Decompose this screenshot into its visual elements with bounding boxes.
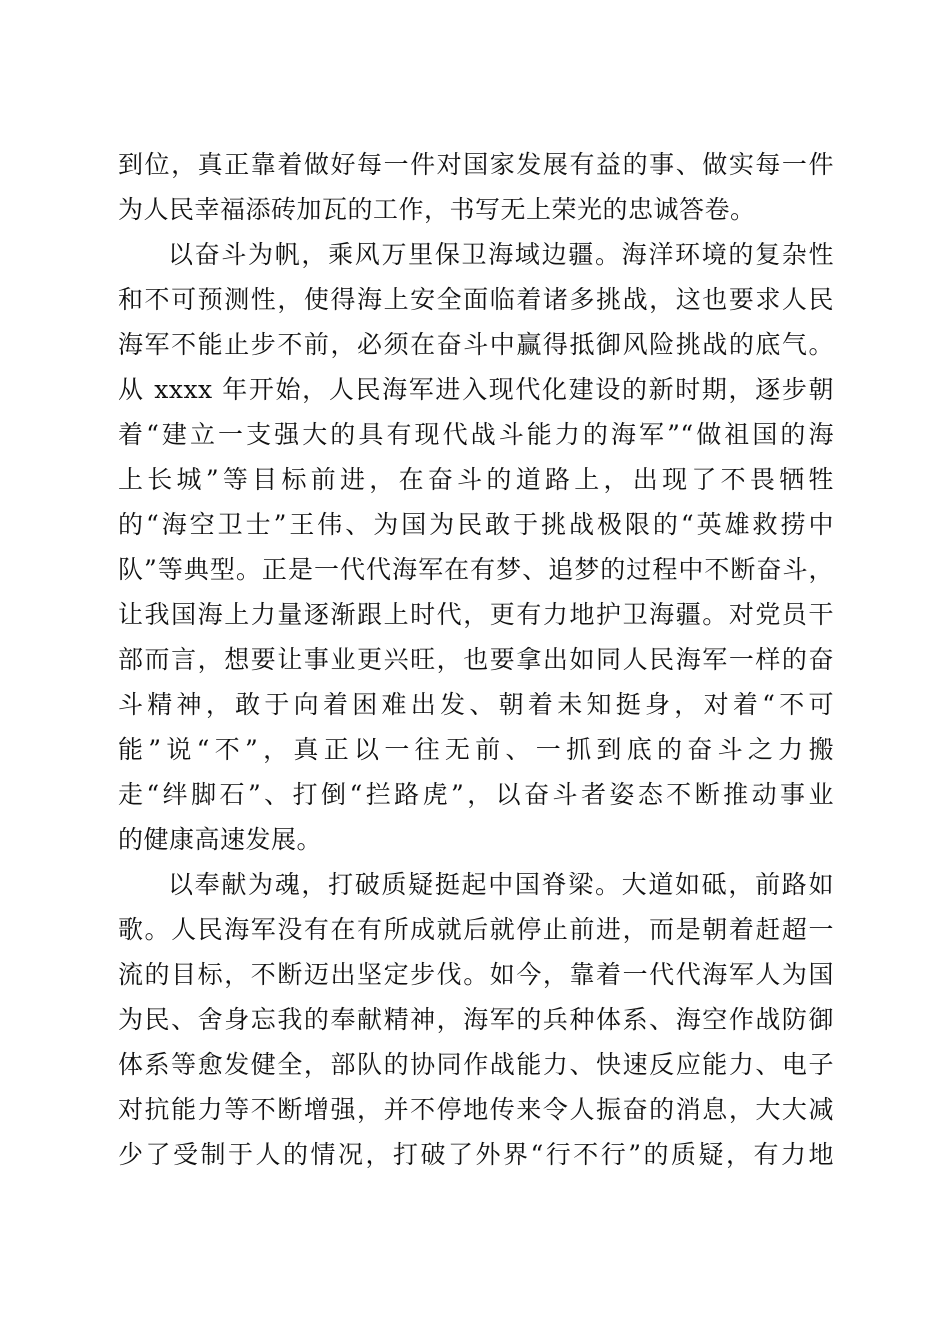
paragraph-start-line: 以奋斗为帆，乘风万里保卫海域边疆。海洋环境的复杂性: [168, 240, 834, 269]
text-line: 部而言，想要让事业更兴旺，也要拿出如同人民海军一样的奋: [118, 645, 834, 674]
paragraph-start-line: 以奉献为魂，打破质疑挺起中国脊梁。大道如砥，前路如: [168, 870, 834, 899]
text-line: 为人民幸福添砖加瓦的工作，书写无上荣光的忠诚答卷。: [118, 195, 756, 224]
text-line: 让我国海上力量逐渐跟上时代，更有力地护卫海疆。对党员干: [118, 600, 834, 629]
text-line: 队”等典型。正是一代代海军在有梦、追梦的过程中不断奋斗，: [118, 555, 834, 584]
body-text: [118, 142, 834, 1177]
text-line: 和不可预测性，使得海上安全面临着诸多挑战，这也要求人民: [118, 285, 834, 314]
text-line: 为民、舍身忘我的奉献精神，海军的兵种体系、海空作战防御: [118, 1005, 834, 1034]
text-line: 斗精神，敢于向着困难出发、朝着未知挺身，对着“不可: [118, 690, 834, 719]
text-line: 流的目标，不断迈出坚定步伐。如今，靠着一代代海军人为国: [118, 960, 834, 989]
text-line: 体系等愈发健全，部队的协同作战能力、快速反应能力、电子: [118, 1050, 834, 1079]
text-line: 上长城”等目标前进，在奋斗的道路上，出现了不畏牺牲: [118, 465, 834, 494]
text-line: 歌。人民海军没有在有所成就后就停止前进，而是朝着赶超一: [118, 915, 834, 944]
text-line: 对抗能力等不断增强，并不停地传来令人振奋的消息，大大减: [118, 1095, 834, 1124]
text-line: 着“建立一支强大的具有现代战斗能力的海军”“做祖国的海: [118, 420, 834, 449]
text-line: 能”说“不”，真正以一往无前、一抓到底的奋斗之力搬: [118, 735, 834, 764]
text-line: 的健康高速发展。: [118, 825, 323, 854]
text-line: 到位，真正靠着做好每一件对国家发展有益的事、做实每一件: [118, 150, 834, 179]
text-line: 的“海空卫士”王伟、为国为民敢于挑战极限的“英雄救捞中: [118, 510, 834, 539]
text-line: 走“绊脚石”、打倒“拦路虎”，以奋斗者姿态不断推动事业: [118, 780, 834, 809]
text-line: 海军不能止步不前，必须在奋斗中赢得抵御风险挑战的底气。: [118, 330, 834, 359]
text-line: 从 xxxx 年开始，人民海军进入现代化建设的新时期，逐步朝: [118, 375, 834, 404]
text-line: 少了受制于人的情况，打破了外界“行不行”的质疑，有力地: [118, 1140, 834, 1169]
